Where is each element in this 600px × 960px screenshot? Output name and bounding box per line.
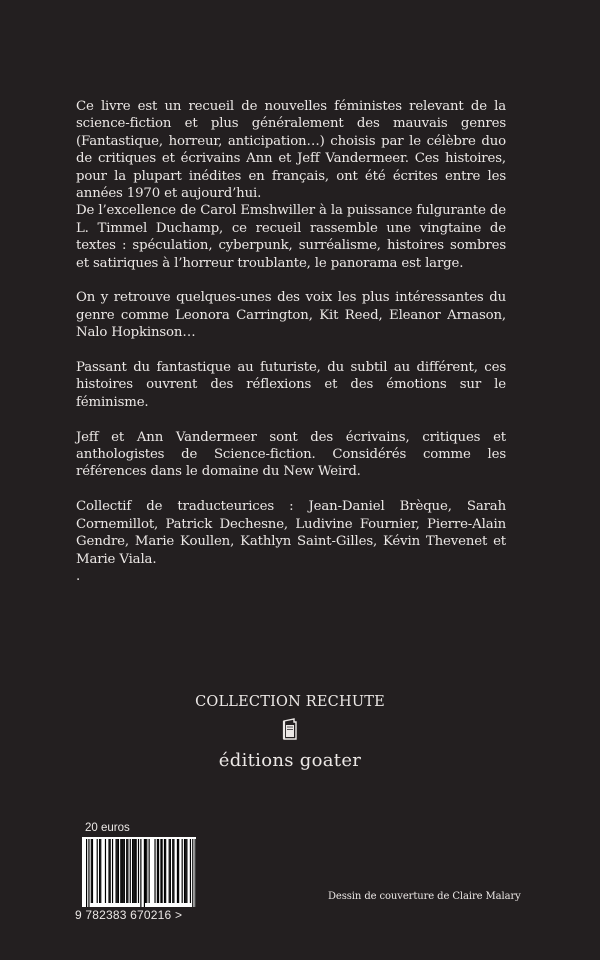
barcode-bar xyxy=(118,839,119,903)
blurb-paragraph-intro: Ce livre est un recueil de nouvelles féministes relevant de la science-fiction et plus généralement des mauvais genres (Fantastique, horreur, anticipation…) choisis par le célèbre duo de critiques et écrivains Ann et Jeff Vandermeer. Ces histoires, pour la plupart inédites en français, ont été écrites entre les années 1970 et aujourd’hui. xyxy=(76,99,506,202)
barcode-bar xyxy=(110,839,111,903)
barcode-bar xyxy=(136,839,137,903)
barcode-bar xyxy=(162,839,163,903)
barcode-bar xyxy=(121,839,122,903)
barcode-bar xyxy=(172,839,173,903)
price-label: 20 euros xyxy=(85,822,130,834)
isbn-number: 9 782383 670216 > xyxy=(75,908,183,922)
barcode-bar xyxy=(158,839,159,903)
barcode-bar xyxy=(154,839,155,903)
barcode-bar xyxy=(132,839,133,903)
barcode-bar xyxy=(185,839,186,903)
barcode-bar xyxy=(140,839,141,907)
blurb-paragraph-translators: Collectif de traducteurices : Jean-Daniel Brèque, Sarah Cornemillot, Patrick Dechesne, Ludivine Fournier, Pierre-Alain Gendre, Marie Koullen, Kathlyn Saint-Gilles, Kévin Thevenet et Marie Viala. xyxy=(76,499,506,567)
barcode-bar xyxy=(164,839,165,903)
barcode-bar xyxy=(97,839,98,903)
barcode-bar xyxy=(130,839,131,903)
barcode-bar xyxy=(169,839,170,903)
barcode-bar xyxy=(182,839,183,903)
barcode-bar xyxy=(116,839,117,903)
barcode-bar xyxy=(86,839,87,907)
barcode-bar xyxy=(105,839,106,903)
barcode-bar xyxy=(108,839,109,903)
barcode-bar xyxy=(92,839,93,903)
barcode-bar xyxy=(134,839,135,903)
barcode-bar xyxy=(124,839,125,903)
barcode-bar xyxy=(99,839,100,903)
barcode-bar xyxy=(138,839,139,903)
back-cover-blurb xyxy=(76,98,506,585)
barcode-bar xyxy=(144,839,145,907)
barcode-bar xyxy=(173,839,174,903)
barcode-bar xyxy=(91,839,92,903)
barcode-bar xyxy=(195,839,196,907)
publisher-logo-icon xyxy=(279,718,301,742)
barcode-bar xyxy=(149,839,150,903)
barcode-bar xyxy=(120,839,121,903)
trailing-dot: . xyxy=(76,568,81,584)
cover-credit: Dessin de couverture de Claire Malary xyxy=(328,891,521,902)
collection-name: COLLECTION RECHUTE xyxy=(195,694,385,710)
barcode-bar xyxy=(160,839,161,903)
barcode-bar xyxy=(123,839,124,903)
blurb-paragraph-editors: Jeff et Ann Vandermeer sont des écrivains, critiques et anthologistes de Science-fiction. Considérés comme les références dans le domaine du New Weird. xyxy=(76,429,506,480)
barcode-bar xyxy=(133,839,134,903)
barcode-bar xyxy=(186,839,187,903)
barcode-bar xyxy=(100,839,101,903)
barcode-bar xyxy=(88,839,89,907)
barcode-bar xyxy=(178,839,179,903)
barcode-bar xyxy=(157,839,158,903)
barcode-bar xyxy=(165,839,166,903)
barcode-bar xyxy=(184,839,185,903)
barcode-bar xyxy=(127,839,128,903)
barcode-bar xyxy=(146,839,147,903)
blurb-paragraph-authors: De l’excellence de Carol Emshwiller à la puissance fulgurante de L. Timmel Duchamp, ce recueil rassemble une vingtaine de textes : spéculation, cyberpunk, surréalisme, histoires sombres et satiriques à l’horreur troublante, le panorama est large. xyxy=(76,203,506,271)
barcode-bar xyxy=(170,839,171,903)
barcode-bar xyxy=(117,839,118,903)
barcode-bar xyxy=(112,839,113,903)
barcode-bar xyxy=(192,839,193,907)
barcode-bar xyxy=(177,839,178,903)
blurb-paragraph-voices: On y retrouve quelques-unes des voix les plus intéressantes du genre comme Leonora Carrington, Kit Reed, Eleanor Arnason, Nalo Hopkinson… xyxy=(76,290,506,341)
blurb-paragraph-themes: Passant du fantastique au futuriste, du subtil au différent, ces histoires ouvrent des réflexions et des émotions sur le féminisme. xyxy=(76,360,506,410)
publisher-name: éditions goater xyxy=(218,750,362,771)
barcode-bar xyxy=(145,839,146,903)
barcode-bar xyxy=(190,839,191,903)
barcode-bar xyxy=(126,839,127,903)
